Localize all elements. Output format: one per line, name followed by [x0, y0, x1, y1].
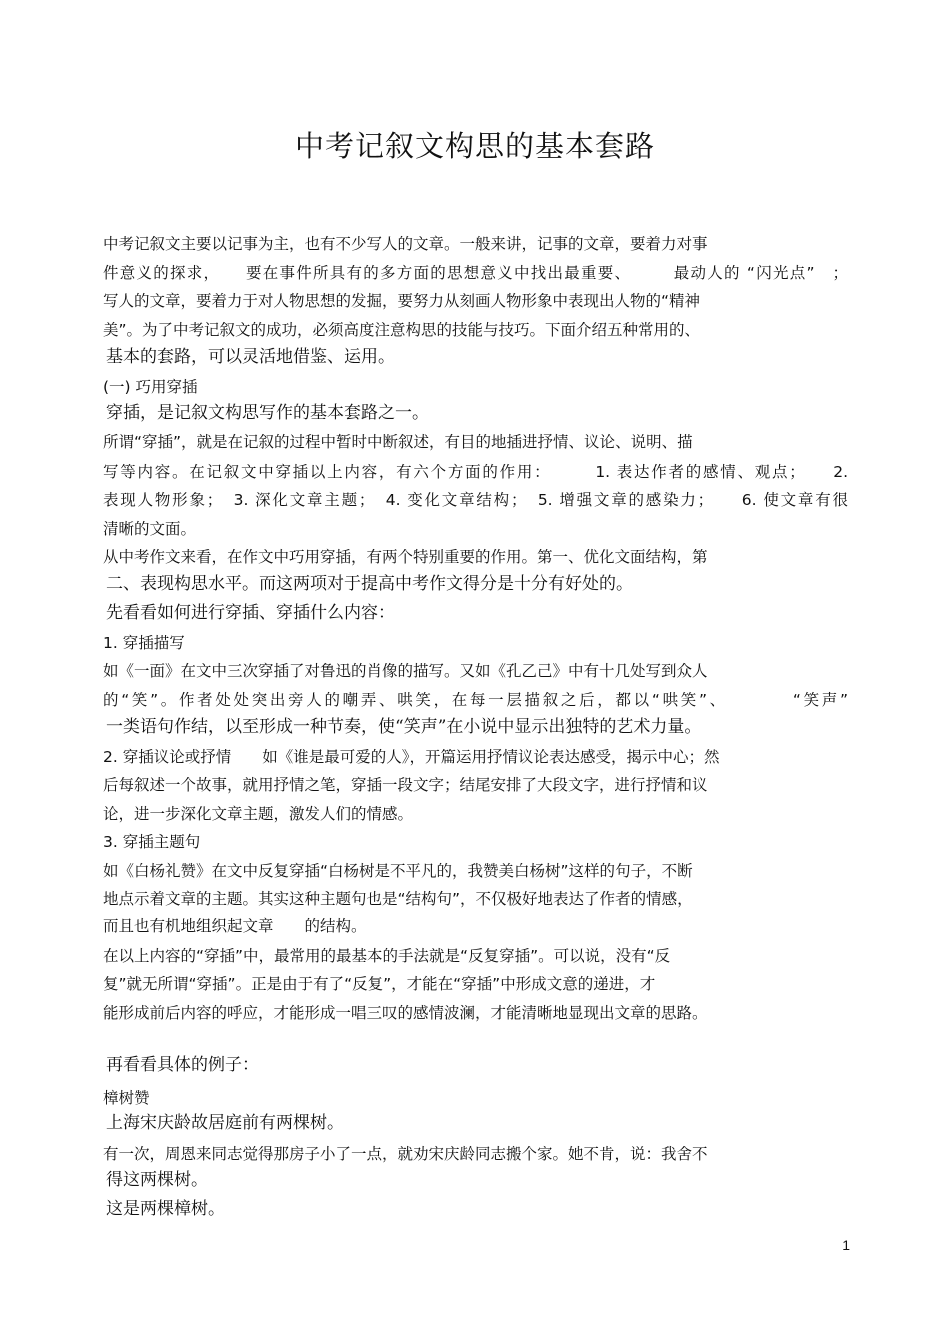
paragraph-line: 地点示着文章的主题。其实这种主题句也是“结构句”，不仅极好地表达了作者的情感， — [103, 890, 693, 908]
paragraph-line: 如《白杨礼赞》在文中反复穿插“白杨树是不平凡的，我赞美白杨树”这样的句子，不断 — [103, 862, 693, 880]
paragraph-line: 清晰的文面。 — [103, 520, 197, 538]
paragraph-line: 如《一面》在文中三次穿插了对鲁迅的肖像的描写。又如《孔乙己》中有十几处写到众人 — [103, 662, 708, 680]
paragraph-line: 写人的文章，要着力于对人物思想的发掘，要努力从刻画人物形象中表现出人物的“精神 — [103, 292, 701, 310]
paragraph-line: 而且也有机地组织起文章 的结构。 — [103, 917, 367, 935]
paragraph-line: 论，进一步深化文章主题，激发人们的情感。 — [103, 805, 414, 823]
paragraph-line: 件意义的探求， 要在事件所具有的多方面的思想意义中找出最重要、 最动人的 “闪光点” ； — [103, 264, 848, 282]
example-title: 樟树赞 — [103, 1089, 150, 1107]
paragraph-line: 中考记叙文主要以记事为主，也有不少写人的文章。一般来讲，记事的文章，要着力对事 — [103, 235, 708, 253]
paragraph-line: 再看看具体的例子： — [106, 1055, 259, 1075]
paragraph-line: 有一次，周恩来同志觉得那房子小了一点，就劝宋庆龄同志搬个家。她不肯，说：我舍不 — [103, 1145, 708, 1163]
paragraph-line: 基本的套路，可以灵活地借鉴、运用。 — [106, 347, 395, 367]
paragraph-line: 在以上内容的“穿插”中，最常用的最基本的手法就是“反复穿插”。可以说，没有“反 — [103, 947, 671, 965]
paragraph-line: 美”。为了中考记叙文的成功，必须高度注意构思的技能与技巧。下面介绍五种常用的、 — [103, 321, 701, 339]
paragraph-line: 表现人物形象； 3. 深化文章主题； 4. 变化文章结构； 5. 增强文章的感染力； 6. 使文章有很 — [103, 491, 848, 509]
page-title: 中考记叙文构思的基本套路 — [294, 129, 655, 163]
paragraph-line: 能形成前后内容的呼应，才能形成一唱三叹的感情波澜，才能清晰地显现出文章的思路。 — [103, 1004, 708, 1022]
paragraph-line: 一类语句作结，以至形成一种节奏，使“笑声”在小说中显示出独特的艺术力量。 — [106, 717, 702, 737]
paragraph-line: 二、表现构思水平。而这两项对于提高中考作文得分是十分有好处的。 — [106, 574, 633, 594]
paragraph-line: 先看看如何进行穿插、穿插什么内容： — [106, 603, 395, 623]
section-heading: (一) 巧用穿插 — [103, 378, 198, 396]
paragraph-line: 这是两棵樟树。 — [106, 1199, 225, 1219]
paragraph-line: 写等内容。在记叙文中穿插以上内容，有六个方面的作用： 1. 表达作者的感情、观点； 2. — [103, 463, 848, 481]
paragraph-line: 从中考作文来看，在作文中巧用穿插，有两个特别重要的作用。第一、优化文面结构，第 — [103, 548, 708, 566]
subsection-heading: 1. 穿插描写 — [103, 634, 185, 652]
paragraph-line: 穿插，是记叙文构思写作的基本套路之一。 — [106, 403, 429, 423]
page-number: 1 — [842, 1237, 850, 1253]
paragraph-line: 2. 穿插议论或抒情 如《谁是最可爱的人》，开篇运用抒情议论表达感受，揭示中心；然 — [103, 748, 720, 766]
paragraph-line: 上海宋庆龄故居庭前有两棵树。 — [106, 1113, 344, 1133]
paragraph-line: 复”就无所谓“穿插”。正是由于有了“反复”，才能在“穿插”中形成文意的递进，才 — [103, 975, 656, 993]
paragraph-line: 得这两棵树。 — [106, 1170, 208, 1190]
paragraph-line: 所谓“穿插”，就是在记叙的过程中暂时中断叙述，有目的地插进抒情、议论、说明、描 — [103, 433, 693, 451]
paragraph-line: 后每叙述一个故事，就用抒情之笔，穿插一段文字；结尾安排了大段文字，进行抒情和议 — [103, 776, 708, 794]
subsection-heading: 3. 穿插主题句 — [103, 833, 201, 851]
paragraph-line: 的“笑”。作者处处突出旁人的嘲弄、哄笑，在每一层描叙之后，都以“哄笑”、 “笑声” — [103, 691, 848, 709]
